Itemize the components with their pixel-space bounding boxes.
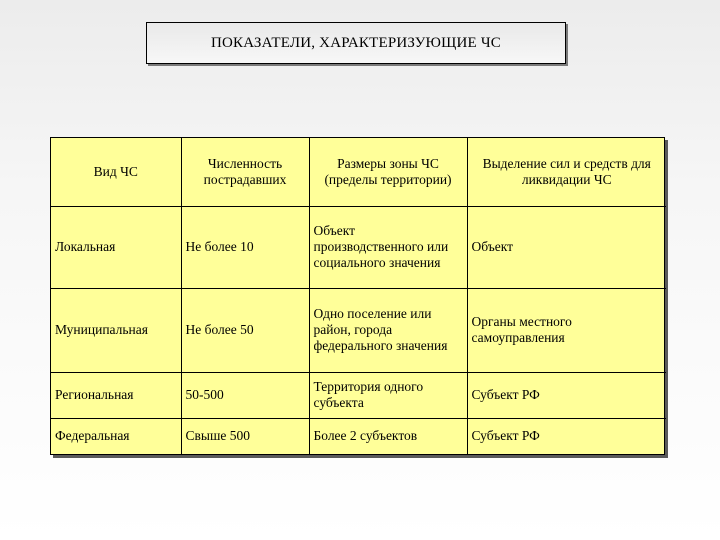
cell-zone-size: Территория одного субъекта [309,372,467,418]
table-row [51,372,666,418]
cell-victims: Свыше 500 [181,418,309,454]
cell-type: Муниципальная [51,288,181,372]
cell-victims: Не более 10 [181,206,309,288]
table-row [51,418,666,454]
cell-forces: Субъект РФ [467,372,666,418]
cell-victims: Не более 50 [181,288,309,372]
cell-zone-size: Объект производственного или социального значения [309,206,467,288]
header-forces: Выделение сил и средств для ликвидации ЧС [467,138,666,206]
cell-victims: 50-500 [181,372,309,418]
cell-type: Локальная [51,206,181,288]
header-type: Вид ЧС [93,163,138,179]
cell-zone-size: Более 2 субъектов [309,418,467,454]
cell-forces: Субъект РФ [467,418,666,454]
table-row [51,206,666,288]
cell-zone-size: Одно поселение или район, города федерального значения [309,288,467,372]
header-victims: Численность пострадавших [181,138,309,206]
emergency-indicators-table [50,137,665,455]
cell-forces: Органы местного самоуправления [467,288,666,372]
cell-type: Федеральная [51,418,181,454]
header-zone-size: Размеры зоны ЧС (пределы территории) [309,138,467,206]
table-row [51,288,666,372]
table-header-row [51,138,666,206]
page-title: ПОКАЗАТЕЛИ, ХАРАКТЕРИЗУЮЩИЕ ЧС [146,22,566,64]
cell-forces: Объект [467,206,666,288]
cell-type: Региональная [51,372,181,418]
